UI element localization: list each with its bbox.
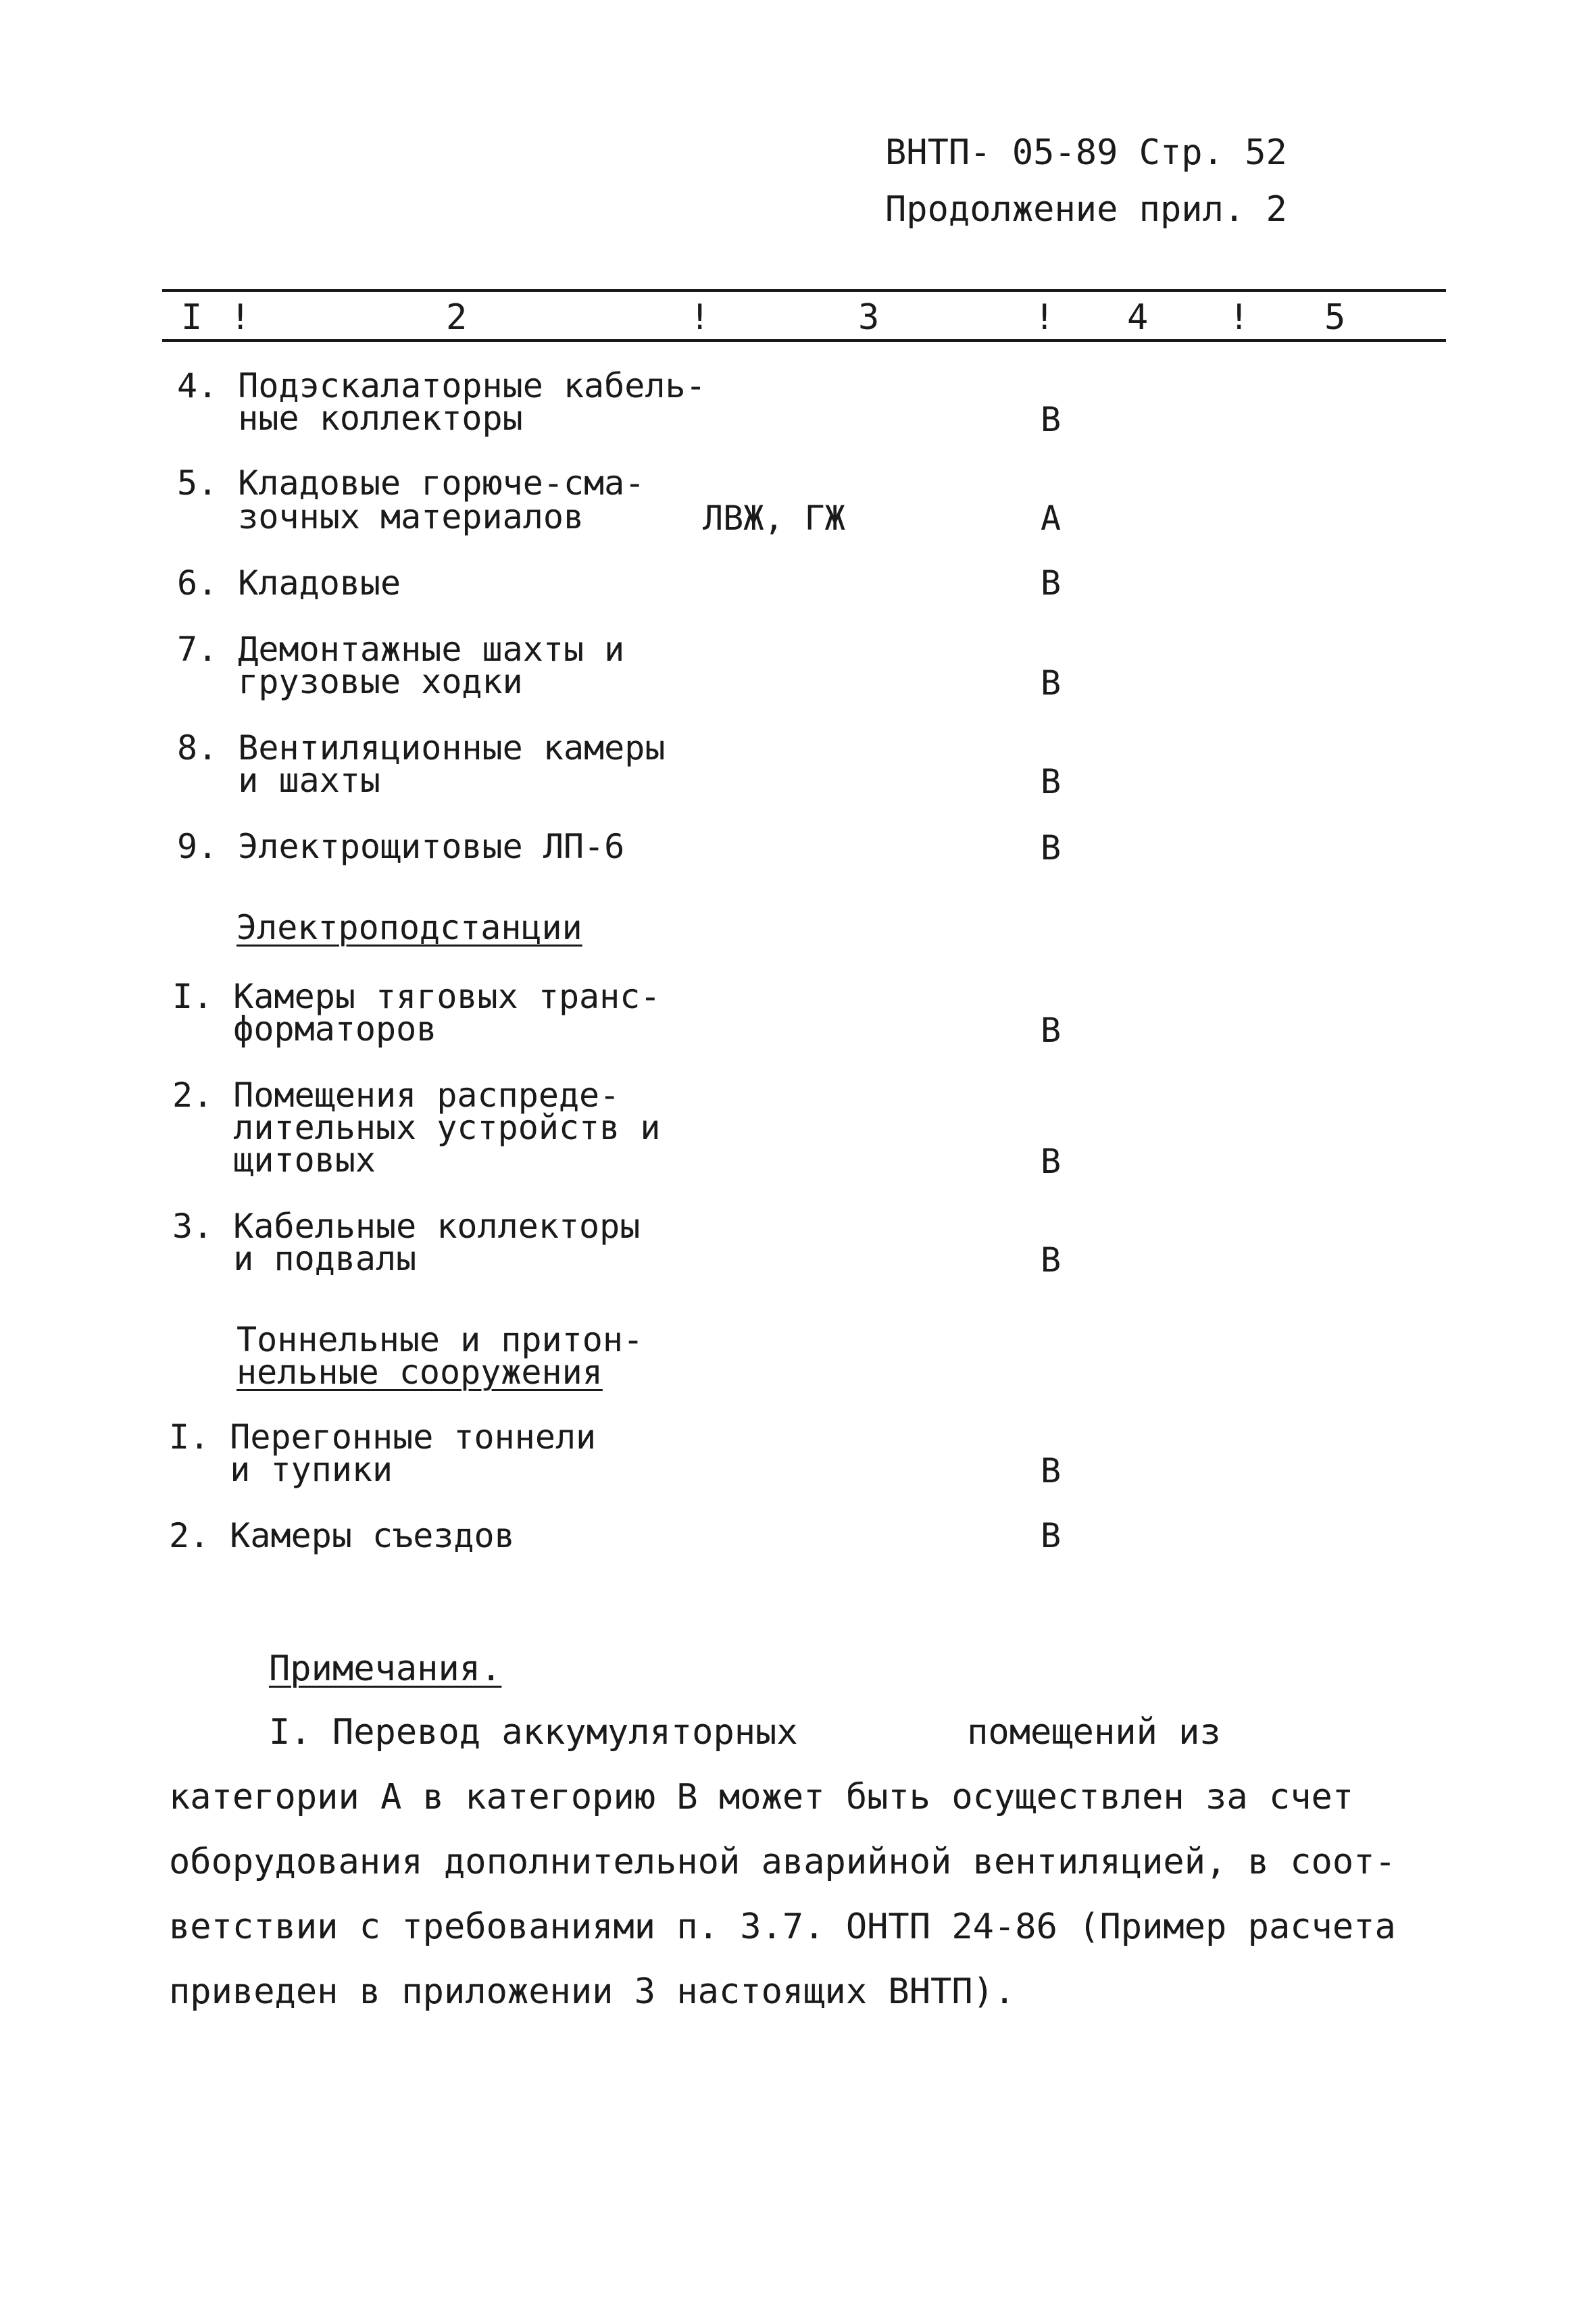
- row-label-line1: I. Перегонные тоннели: [169, 1417, 597, 1457]
- row-label-line1: 3. Кабельные коллекторы: [172, 1207, 641, 1246]
- row-category: В: [1041, 400, 1062, 439]
- row-label-line1: 9. Электрощитовые ЛП-6: [177, 827, 625, 866]
- row-label-line2: форматоров: [172, 1009, 437, 1049]
- row-label-line1: 2. Камеры съездов: [169, 1516, 515, 1555]
- continuation-label: Продолжение прил. 2: [885, 189, 1287, 230]
- row-category: В: [1041, 563, 1062, 603]
- section-heading-tunnels-line2: нельные сооружения: [236, 1353, 603, 1392]
- row-label-line1: 8. Вентиляционные камеры: [177, 728, 666, 768]
- row-label-line2: зочных материалов: [177, 497, 584, 536]
- section-heading-tunnels-line1: Тоннельные и притон-: [236, 1320, 644, 1359]
- row-label-line2: ные коллекторы: [177, 399, 523, 438]
- note-line-4: ветствии с требованиями п. 3.7. ОНТП 24-86 (Пример расчета: [169, 1907, 1396, 1947]
- row-category: А: [1041, 499, 1062, 538]
- document-code: ВНТП- 05-89 Стр. 52: [885, 132, 1287, 173]
- table-top-rule: [162, 289, 1446, 292]
- row-label-line1: 6. Кладовые: [177, 563, 401, 603]
- row-label-line2: лительных устройств и: [172, 1108, 661, 1147]
- row-label-line2: грузовые ходки: [177, 662, 523, 701]
- note-line-5: приведен в приложении 3 настоящих ВНТП).: [169, 1971, 1016, 2012]
- row-label-line2: и шахты: [177, 761, 381, 800]
- row-category: В: [1041, 828, 1062, 867]
- col-header-4: 4: [1127, 297, 1149, 338]
- row-label-line1: 2. Помещения распреде-: [172, 1076, 620, 1115]
- row-category: В: [1041, 1011, 1062, 1050]
- note-line-2: категории А в категорию В может быть осуществлен за счет: [169, 1777, 1354, 1817]
- col-separator-1: !: [230, 297, 251, 338]
- table-header-rule: [162, 339, 1446, 342]
- note-line-3: оборудования дополнительной аварийной вентиляцией, в соот-: [169, 1842, 1396, 1882]
- row-category: В: [1041, 1142, 1062, 1181]
- col-separator-4: !: [1228, 297, 1250, 338]
- note-line-1: I. Перевод аккумуляторных помещений из: [269, 1712, 1221, 1753]
- row-category: В: [1041, 663, 1062, 703]
- row-category: В: [1041, 1240, 1062, 1280]
- row-label-line2: и подвалы: [172, 1239, 417, 1278]
- col-header-5: 5: [1324, 297, 1346, 338]
- row-category: В: [1041, 1516, 1062, 1555]
- notes-title: Примечания.: [269, 1649, 502, 1689]
- col-header-2: 2: [446, 297, 468, 338]
- col-separator-3: !: [1034, 297, 1055, 338]
- row-label-line1: 7. Демонтажные шахты и: [177, 630, 625, 669]
- row-label-line1: 4. Подэскалаторные кабель-: [177, 366, 706, 405]
- row-label-line3: щитовых: [172, 1140, 376, 1180]
- row-substance: ЛВЖ, ГЖ: [703, 499, 845, 538]
- row-category: В: [1041, 762, 1062, 801]
- col-header-1: I: [181, 297, 203, 338]
- col-header-3: 3: [858, 297, 880, 338]
- row-label-line1: I. Камеры тяговых транс-: [172, 977, 661, 1016]
- section-heading-substations: Электроподстанции: [236, 908, 582, 947]
- col-separator-2: !: [689, 297, 711, 338]
- row-category: В: [1041, 1451, 1062, 1490]
- row-label-line1: 5. Кладовые горюче-сма-: [177, 463, 645, 503]
- row-label-line2: и тупики: [169, 1450, 393, 1489]
